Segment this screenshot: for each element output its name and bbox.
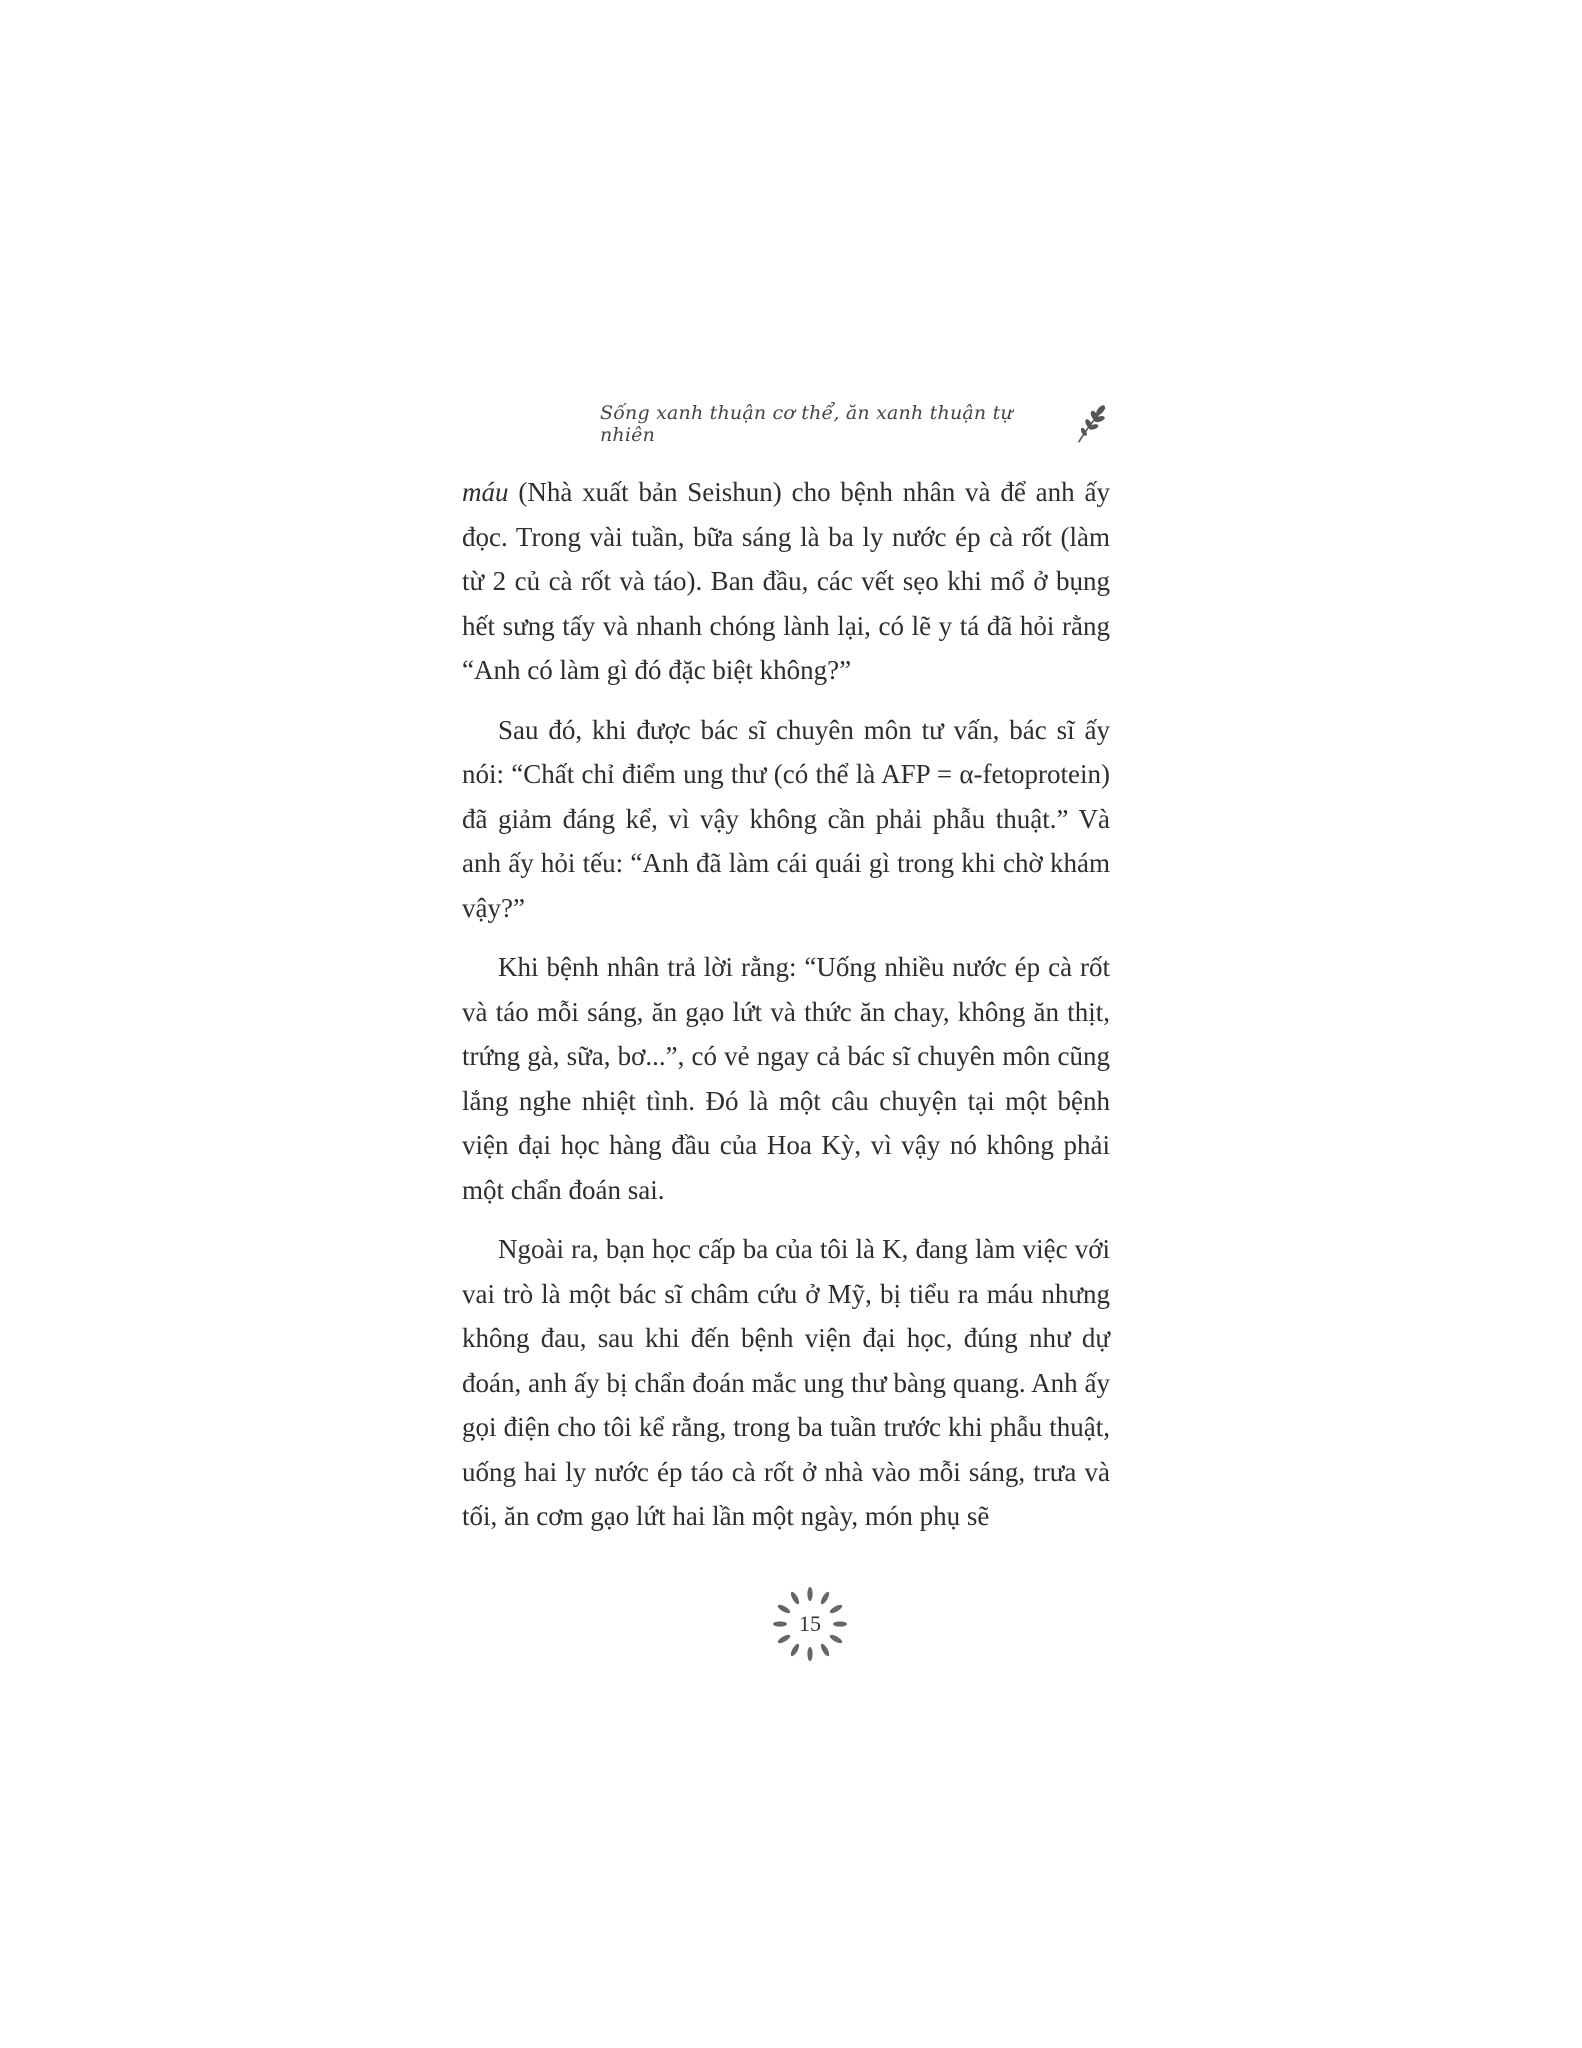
page-number: 15 — [799, 1611, 821, 1636]
running-title: Sống xanh thuận cơ thể, ăn xanh thuận tự nhiên — [600, 402, 1013, 446]
paragraph-text: Sau đó, khi được bác sĩ chuyên môn tư vấn, bác sĩ ấy nói: “Chất chỉ điểm ung thư (có thể là AFP = α-fetoprotein) đã giảm đáng kể, vì vậy không cần phải phẫu thuật.” Và anh ấy hỏi tếu: “Anh đã làm cái quái gì trong khi chờ khám vậy?” — [462, 714, 1110, 923]
body-text — [462, 470, 1110, 1539]
paragraph-1 — [462, 470, 1110, 693]
paragraph-2 — [462, 708, 1110, 931]
paragraph-text: Khi bệnh nhân trả lời rằng: “Uống nhiều nước ép cà rốt và táo mỗi sáng, ăn gạo lứt và thức ăn chay, không ăn thịt, trứng gà, sữa, bơ...”, có vẻ ngay cả bác sĩ chuyên môn cũng lắng nghe nhiệt tình. Đó là một câu chuyện tại một bệnh viện đại học hàng đầu của Hoa Kỳ, vì vậy nó không phải một chẩn đoán sai. — [462, 952, 1110, 1205]
running-header — [600, 402, 1108, 446]
leaf-sprig-icon — [1075, 404, 1108, 444]
paragraph-lead-italic: máu — [462, 477, 509, 507]
paragraph-4 — [462, 1227, 1110, 1539]
paragraph-text: (Nhà xuất bản Seishun) cho bệnh nhân và để anh ấy đọc. Trong vài tuần, bữa sáng là ba ly nước ép cà rốt (làm từ 2 củ cà rốt và táo). Ban đầu, các vết sẹo khi mổ ở bụng hết sưng tấy và nhanh chóng lành lại, có lẽ y tá đã hỏi rằng “Anh có làm gì đó đặc biệt không?” — [462, 477, 1110, 685]
page-folio — [760, 1574, 860, 1674]
paragraph-3 — [462, 945, 1110, 1212]
paragraph-text: Ngoài ra, bạn học cấp ba của tôi là K, đang làm việc với vai trò là một bác sĩ châm cứu ở Mỹ, bị tiểu ra máu nhưng không đau, sau khi đến bệnh viện đại học, đúng như dự đoán, anh ấy bị chẩn đoán mắc ung thư bàng quang. Anh ấy gọi điện cho tôi kể rằng, trong ba tuần trước khi phẫu thuật, uống hai ly nước ép táo cà rốt ở nhà vào mỗi sáng, trưa và tối, ăn cơm gạo lứt hai lần một ngày, món phụ sẽ — [462, 1234, 1110, 1531]
